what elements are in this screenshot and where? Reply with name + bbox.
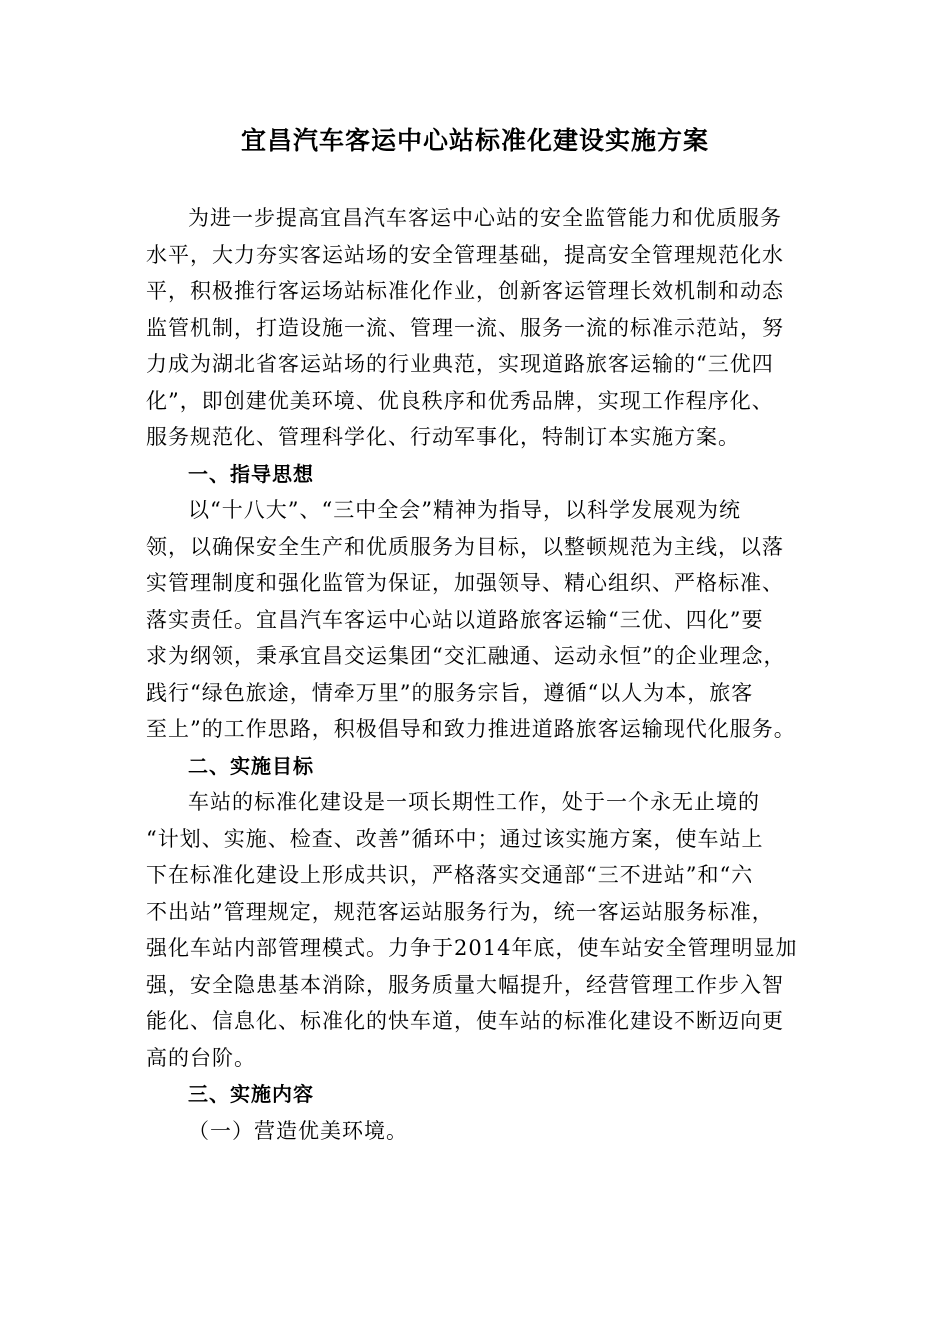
body-line: 实管理制度和强化监管为保证，加强领导、精心组织、严格标准、 <box>146 571 784 595</box>
body-line: 不出站”管理规定，规范客运站服务行为，统一客运站服务标准， <box>146 899 774 924</box>
section-heading-implementation-content: 三、实施内容 <box>188 1082 314 1106</box>
body-line: 力成为湖北省客运站场的行业典范，实现道路旅客运输的“三优四 <box>146 352 774 376</box>
body-line: 下在标准化建设上形成共识，严格落实交通部“三不进站”和“六 <box>146 863 754 887</box>
body-line: 能化、信息化、标准化的快车道，使车站的标准化建设不断迈向更 <box>146 1009 784 1033</box>
body-line: 践行“绿色旅途，情牵万里”的服务宗旨，遵循“以人为本，旅客 <box>146 680 754 705</box>
subsection-heading: （一）营造优美环境。 <box>188 1118 408 1143</box>
body-line: 强化车站内部管理模式。力争于2014年底，使车站安全管理明显加 <box>146 936 798 960</box>
body-line: 水平，大力夯实客运站场的安全管理基础，提高安全管理规范化水 <box>146 242 784 267</box>
body-line: 至上”的工作思路，积极倡导和致力推进道路旅客运输现代化服务。 <box>146 717 796 741</box>
section-heading-implementation-goals: 二、实施目标 <box>188 753 314 778</box>
body-line: 车站的标准化建设是一项长期性工作，处于一个永无止境的 <box>188 790 760 814</box>
body-line: 落实责任。宜昌汽车客运中心站以道路旅客运输“三优、四化”要 <box>146 607 764 632</box>
body-line: 领，以确保安全生产和优质服务为目标，以整顿规范为主线，以落 <box>146 534 784 559</box>
body-line: 服务规范化、管理科学化、行动军事化，特制订本实施方案。 <box>146 425 740 449</box>
body-line: 高的台阶。 <box>146 1045 256 1070</box>
body-line: 求为纲领，秉承宜昌交运集团“交汇融通、运动永恒”的企业理念， <box>146 644 786 668</box>
document-title: 宜昌汽车客运中心站标准化建设实施方案 <box>240 126 709 155</box>
body-line: 为进一步提高宜昌汽车客运中心站的安全监管能力和优质服务 <box>188 206 782 230</box>
body-line: 平，积极推行客运场站标准化作业，创新客运管理长效机制和动态 <box>146 279 784 303</box>
body-line: 监管机制，打造设施一流、管理一流、服务一流的标准示范站，努 <box>146 315 784 340</box>
body-line: 以“十八大”、“三中全会”精神为指导，以科学发展观为统 <box>188 498 741 522</box>
section-heading-guiding-ideology: 一、指导思想 <box>188 461 314 486</box>
document-body <box>146 200 826 1149</box>
body-line: 化”，即创建优美环境、优良秩序和优秀品牌，实现工作程序化、 <box>146 388 774 413</box>
body-line: “计划、实施、检查、改善”循环中；通过该实施方案，使车站上 <box>146 826 764 851</box>
body-line: 强，安全隐患基本消除，服务质量大幅提升，经营管理工作步入智 <box>146 972 784 997</box>
